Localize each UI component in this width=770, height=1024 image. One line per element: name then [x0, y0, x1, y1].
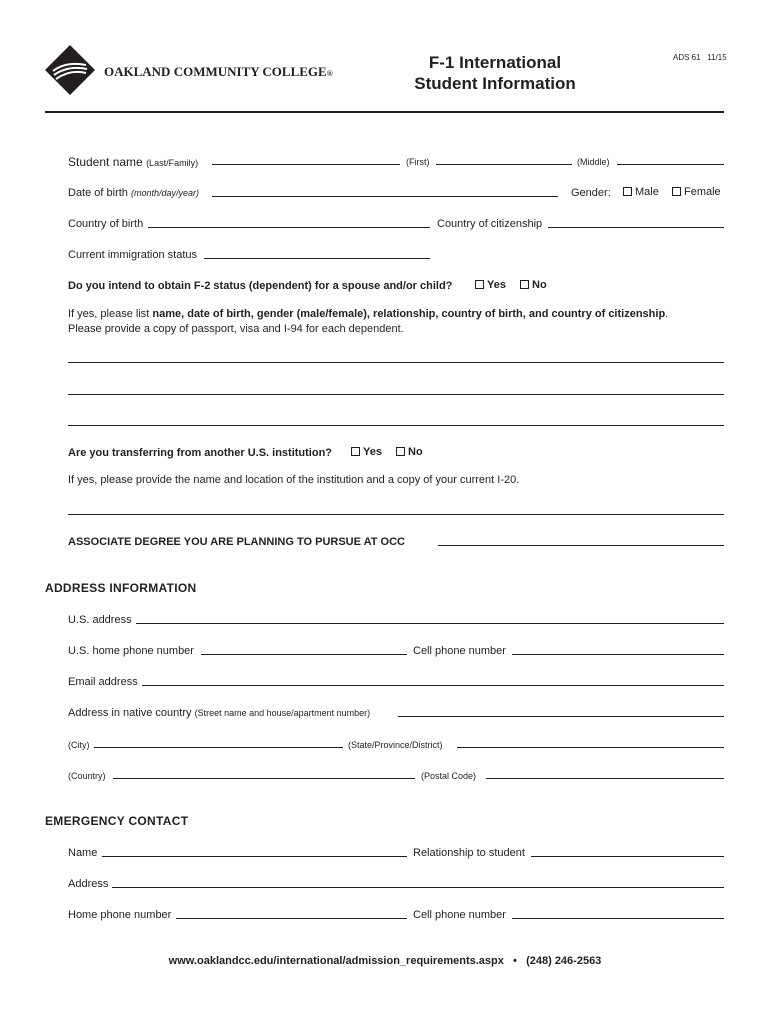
dependent-input-3[interactable] [70, 411, 722, 425]
footer-url[interactable]: www.oaklandcc.edu/international/admission_requirements.aspx [168, 955, 504, 967]
f2-yes-checkbox[interactable] [475, 280, 484, 289]
first-name-line [436, 164, 572, 165]
dependent-line-2 [68, 394, 724, 395]
dependent-line-1 [68, 362, 724, 363]
dependent-input-2[interactable] [70, 380, 722, 394]
college-name: OAKLAND COMMUNITY COLLEGE® [104, 64, 333, 79]
cell-phone-label: Cell phone number [413, 645, 506, 657]
us-address-label: U.S. address [68, 614, 132, 626]
emergency-address-line [112, 887, 724, 888]
state-label: (State/Province/District) [348, 740, 443, 750]
email-input[interactable] [144, 671, 722, 685]
dependent-input-1[interactable] [70, 348, 722, 362]
dob-label: Date of birth (month/day/year) [68, 187, 200, 199]
emergency-home-phone-label: Home phone number [68, 909, 172, 921]
transfer-no-option[interactable]: No [396, 446, 423, 458]
f2-no-option[interactable]: No [520, 279, 547, 291]
native-address-line [398, 716, 724, 717]
email-label: Email address [68, 676, 138, 688]
gender-male-option[interactable]: Male [623, 186, 659, 198]
immigration-status-label: Current immigration status [68, 249, 197, 261]
gender-female-option[interactable]: Female [672, 186, 721, 198]
emergency-name-input[interactable] [104, 842, 405, 856]
emergency-home-phone-line [176, 918, 407, 919]
city-input[interactable] [96, 733, 341, 747]
postal-code-label: (Postal Code) [421, 771, 477, 781]
transfer-input[interactable] [70, 500, 722, 514]
emergency-cell-phone-label: Cell phone number [413, 909, 506, 921]
us-home-phone-label: U.S. home phone number [68, 645, 194, 657]
cell-phone-line [512, 654, 724, 655]
emergency-address-input[interactable] [114, 873, 722, 887]
f2-yes-option[interactable]: Yes [475, 279, 506, 291]
country-citizenship-input[interactable] [550, 213, 722, 227]
country-birth-label: Country of birth [68, 218, 144, 230]
address-section-heading: ADDRESS INFORMATION [45, 581, 197, 595]
postal-code-line [486, 778, 724, 779]
native-address-input[interactable] [400, 702, 722, 716]
transfer-no-checkbox[interactable] [396, 447, 405, 456]
us-home-phone-line [201, 654, 407, 655]
degree-line [438, 545, 724, 546]
emergency-home-phone-input[interactable] [178, 904, 405, 918]
gender-label: Gender: [571, 187, 611, 199]
immigration-status-input[interactable] [206, 244, 428, 258]
country-birth-line [148, 227, 430, 228]
form-code: ADS 61 11/15 [673, 53, 727, 62]
f2-question: Do you intend to obtain F-2 status (dependent) for a spouse and/or child? [68, 280, 453, 292]
native-address-label: Address in native country (Street name and house/apartment number) [68, 707, 371, 719]
degree-input[interactable] [440, 531, 722, 545]
last-name-input[interactable] [214, 150, 398, 164]
emergency-cell-phone-line [512, 918, 724, 919]
transfer-line [68, 514, 724, 515]
country-line [113, 778, 415, 779]
us-home-phone-input[interactable] [203, 640, 405, 654]
country-citizenship-line [548, 227, 724, 228]
country-citizenship-label: Country of citizenship [437, 218, 543, 230]
state-line [457, 747, 724, 748]
cell-phone-input[interactable] [514, 640, 722, 654]
postal-code-input[interactable] [488, 764, 722, 778]
first-name-label: (First) [406, 157, 430, 167]
immigration-status-line [204, 258, 430, 259]
state-input[interactable] [459, 733, 722, 747]
country-birth-input[interactable] [150, 213, 428, 227]
transfer-question: Are you transferring from another U.S. institution? [68, 447, 333, 459]
transfer-yes-option[interactable]: Yes [351, 446, 382, 458]
middle-name-input[interactable] [619, 150, 722, 164]
footer-phone: (248) 246-2563 [526, 955, 602, 967]
male-checkbox[interactable] [623, 187, 632, 196]
email-line [142, 685, 724, 686]
transfer-yes-checkbox[interactable] [351, 447, 360, 456]
dependent-line-3 [68, 425, 724, 426]
emergency-address-label: Address [68, 878, 109, 890]
student-name-label: Student name (Last/Family) [68, 155, 199, 169]
footer-bullet: • [513, 955, 517, 967]
middle-name-line [617, 164, 724, 165]
f2-instructions: If yes, please list name, date of birth, gender (male/female), relationship, country of birth, and country of citizenship. [68, 308, 669, 320]
city-line [94, 747, 343, 748]
city-label: (City) [68, 740, 90, 750]
degree-label: ASSOCIATE DEGREE YOU ARE PLANNING TO PURSUE AT OCC [68, 536, 405, 548]
dob-line [212, 196, 558, 197]
relationship-label: Relationship to student [413, 847, 525, 859]
college-logo-icon [44, 44, 96, 96]
country-input[interactable] [115, 764, 413, 778]
female-checkbox[interactable] [672, 187, 681, 196]
emergency-cell-phone-input[interactable] [514, 904, 722, 918]
f2-no-checkbox[interactable] [520, 280, 529, 289]
us-address-line [136, 623, 724, 624]
relationship-input[interactable] [533, 842, 722, 856]
emergency-name-label: Name [68, 847, 98, 859]
header-divider [45, 111, 724, 113]
emergency-section-heading: EMERGENCY CONTACT [45, 814, 189, 828]
dob-input[interactable] [214, 182, 556, 196]
form-title: F-1 International Student Information [414, 53, 576, 93]
footer [0, 955, 770, 967]
emergency-name-line [102, 856, 407, 857]
us-address-input[interactable] [138, 609, 722, 623]
f2-instructions-line2: Please provide a copy of passport, visa and I-94 for each dependent. [68, 323, 404, 335]
country-label: (Country) [68, 771, 106, 781]
last-name-line [212, 164, 400, 165]
middle-name-label: (Middle) [577, 157, 610, 167]
first-name-input[interactable] [438, 150, 570, 164]
relationship-line [531, 856, 724, 857]
transfer-instructions: If yes, please provide the name and location of the institution and a copy of your current I-20. [68, 474, 520, 486]
